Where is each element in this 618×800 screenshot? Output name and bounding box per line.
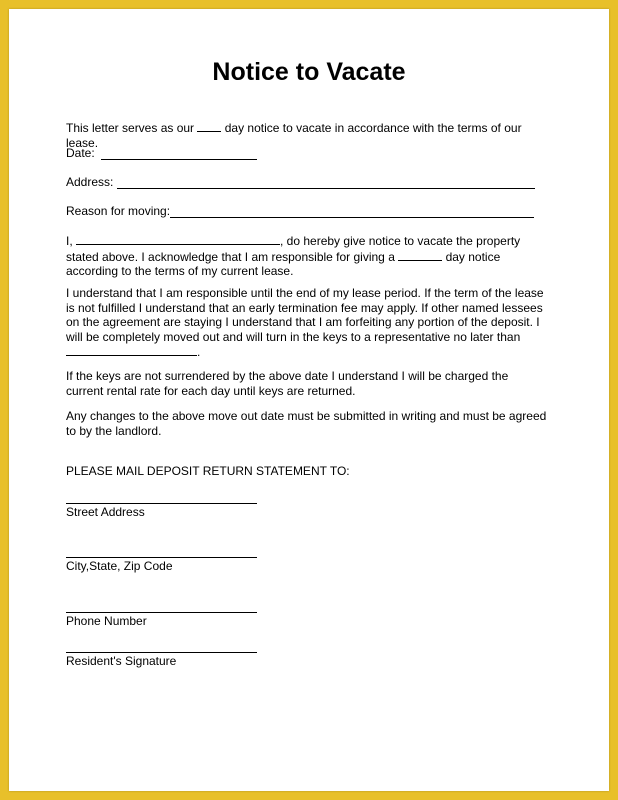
intro-text-after: day notice to vacate in accordance with the terms of our lease. <box>66 121 522 150</box>
phone-number-line[interactable] <box>66 612 257 613</box>
address-label: Address: <box>66 175 114 189</box>
paragraph1-part2: day notice according to the terms of my current lease. <box>66 249 501 278</box>
document-page <box>9 9 609 791</box>
date-field-row <box>66 146 257 160</box>
address-field-row <box>66 175 535 189</box>
page-title: Notice to Vacate <box>212 58 406 86</box>
keys-paragraph: If the keys are not surrendered by the above date I understand I will be charged the current rental rate for each day until keys are returned. <box>66 369 509 398</box>
street-address-line[interactable] <box>66 503 257 504</box>
city-state-zip-line[interactable] <box>66 557 257 558</box>
notice-period-blank[interactable] <box>398 249 442 261</box>
acknowledgement-paragraph <box>66 233 548 279</box>
responsibility-paragraph <box>66 286 548 360</box>
paragraph1-part1: , do hereby give notice to vacate the property stated above. I acknowledge that I am responsible for giving a <box>66 234 521 264</box>
mail-heading: PLEASE MAIL DEPOSIT RETURN STATEMENT TO: <box>66 464 350 478</box>
address-blank[interactable] <box>117 176 535 189</box>
tenant-name-blank[interactable] <box>76 233 280 245</box>
city-state-zip-label: City,State, Zip Code <box>66 559 173 573</box>
move-out-date-blank[interactable] <box>66 344 197 356</box>
date-label: Date: <box>66 146 95 160</box>
resident-signature-line[interactable] <box>66 652 257 653</box>
resident-signature-label: Resident's Signature <box>66 654 177 668</box>
paragraph1-lead: I, <box>66 234 73 248</box>
intro-text-before: This letter serves as our <box>66 121 195 135</box>
phone-number-label: Phone Number <box>66 614 147 628</box>
notice-days-blank[interactable] <box>197 120 221 132</box>
reason-field-row <box>66 204 534 218</box>
street-address-label: Street Address <box>66 505 145 519</box>
changes-paragraph: Any changes to the above move out date must be submitted in writing and must be agreed to by the landlord. <box>66 409 547 438</box>
reason-label: Reason for moving: <box>66 204 171 218</box>
reason-blank[interactable] <box>170 205 534 218</box>
paragraph2-text: I understand that I am responsible until the end of my lease period. If the term of the lease is not fulfilled I understand that an early termination fee may apply. If other named lessees on the agreement are staying I understand that I am forfeiting any portion of the deposit. I will be completely moved out and will turn in the keys to a representative no later than <box>66 286 544 344</box>
paragraph2-end: . <box>197 345 201 359</box>
date-blank[interactable] <box>101 147 257 160</box>
